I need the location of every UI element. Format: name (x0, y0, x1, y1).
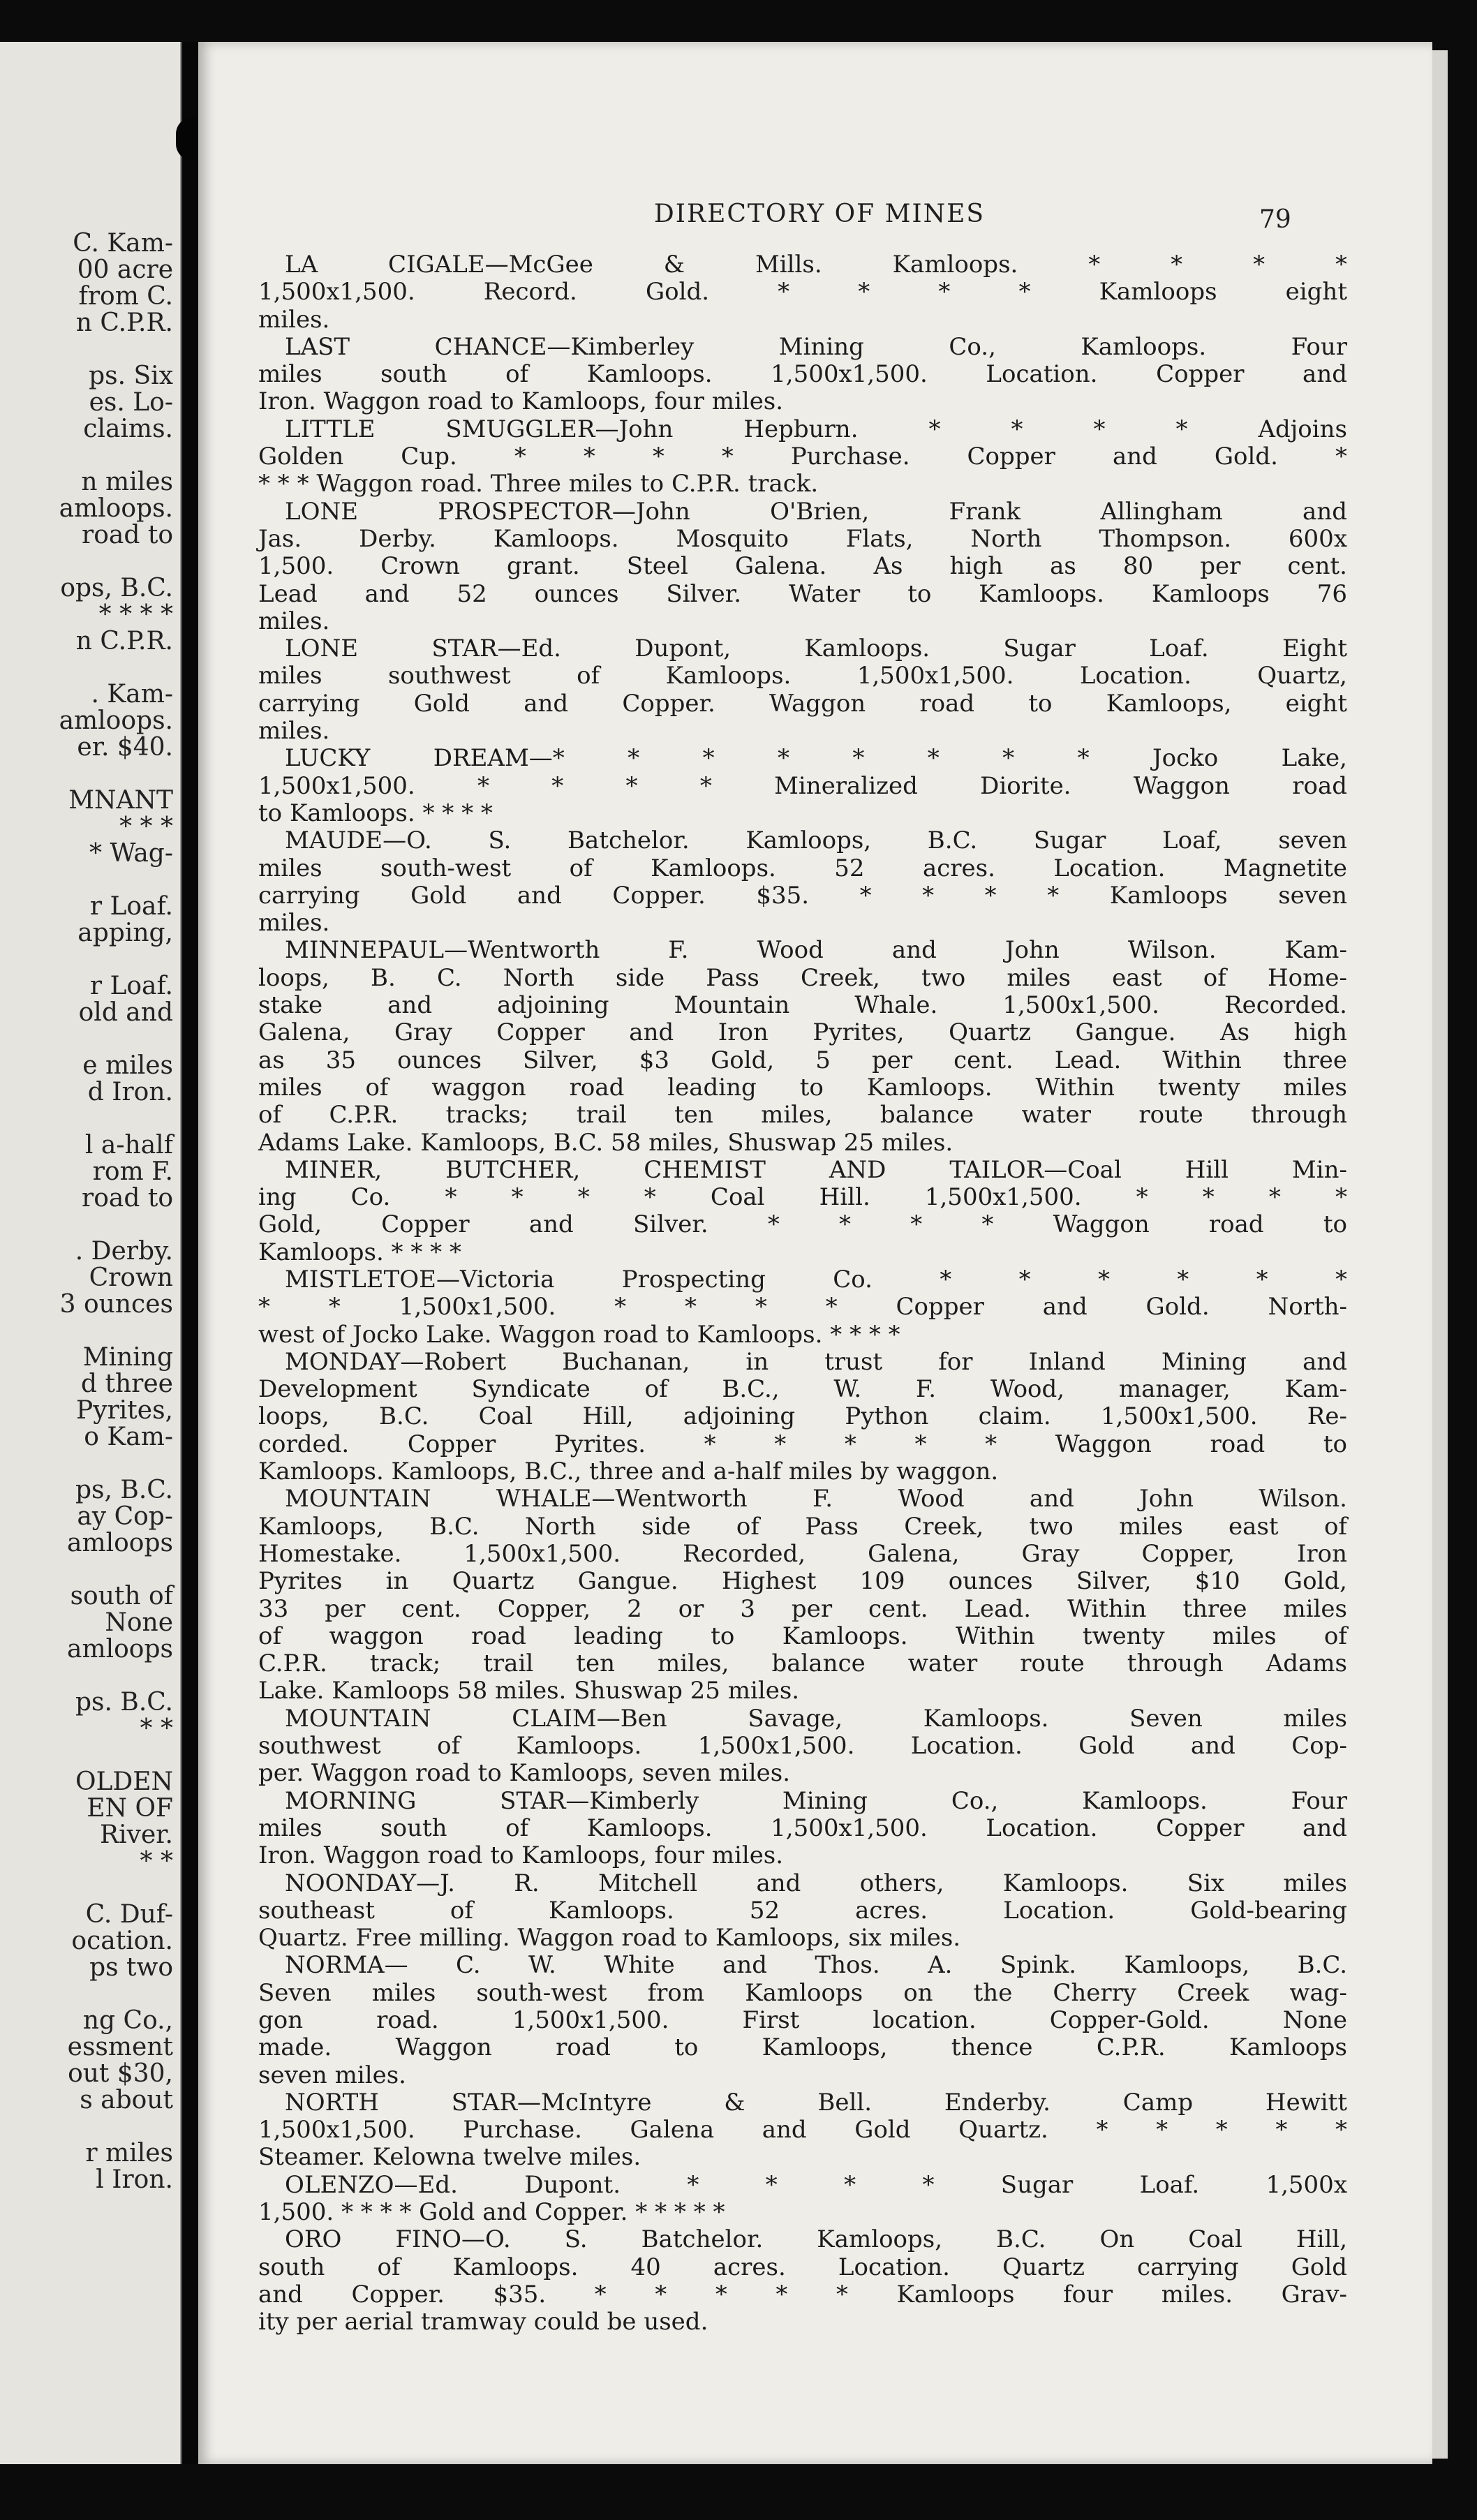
facing-page-line: n C.P.R. (75, 627, 173, 655)
mine-entry-line: miles southwest of Kamloops. 1,500x1,500. Location. Quartz, (258, 662, 1347, 690)
running-header: DIRECTORY OF MINES (653, 200, 986, 228)
mine-entry-line: 1,500x1,500. Purchase. Galena and Gold Quartz. * * * * * (258, 2116, 1347, 2144)
mine-entry-line: loops, B.C. Coal Hill, adjoining Python claim. 1,500x1,500. Re- (258, 1402, 1347, 1431)
mine-entry-line: Golden Cup. * * * * Purchase. Copper and Gold. * (258, 443, 1347, 471)
facing-page-line: s about (80, 2086, 173, 2114)
mine-entry-line: 1,500x1,500. Record. Gold. * * * * Kamloops eight (258, 278, 1347, 306)
mine-entry-line: * * 1,500x1,500. * * * * Copper and Gold. North- (258, 1293, 1347, 1321)
facing-page-line: l a-half (84, 1131, 173, 1159)
facing-page-line: None (105, 1608, 173, 1637)
facing-page-line: amloops. (59, 494, 173, 523)
mine-entry-line: 1,500. * * * * Gold and Copper. * * * * * (258, 2198, 725, 2227)
mine-entry-line: 1,500x1,500. * * * * Mineralized Diorite. Waggon road (258, 771, 1347, 800)
facing-page-line: south of (70, 1582, 173, 1610)
mine-entry (258, 1266, 1347, 1349)
mine-entry (258, 1952, 1347, 2089)
book-spine (183, 42, 198, 2464)
mine-entry-line: Pyrites in Quartz Gangue. Highest 109 ounces Silver, $10 Gold, (258, 1567, 1347, 1596)
mine-entry-line: miles south-west of Kamloops. 52 acres. Location. Magnetite (258, 854, 1347, 882)
mine-entry-line: of C.P.R. tracks; trail ten miles, balance water route through (258, 1101, 1347, 1129)
facing-page-line: ops, B.C. (60, 574, 173, 602)
facing-page-line: Mining (82, 1343, 173, 1372)
facing-page-line: * Wag- (89, 839, 173, 868)
mine-entry (258, 2172, 1347, 2227)
facing-page-line: r Loaf. (89, 892, 173, 921)
mine-entry-heading: NORMA— C. W. White and Thos. A. Spink. Kamloops, B.C. (285, 1951, 1347, 1980)
mine-entry-heading: MAUDE—O. S. Batchelor. Kamloops, B.C. Sugar Loaf, seven (285, 827, 1347, 855)
facing-page-line: amloops. (59, 706, 173, 735)
mine-entry-line: carrying Gold and Copper. $35. * * * * Kamloops seven (258, 881, 1347, 910)
facing-page-line: claims. (83, 415, 173, 443)
mine-entry-line: C.P.R. track; trail ten miles, balance water route through Adams (258, 1650, 1347, 1678)
mine-entry-heading: MOUNTAIN CLAIM—Ben Savage, Kamloops. Seven miles (285, 1704, 1347, 1733)
mine-entry-line: seven miles. (258, 2061, 406, 2089)
mine-entry-line: 33 per cent. Copper, 2 or 3 per cent. Lead. Within three miles (258, 1594, 1347, 1623)
mine-entry-line: Kamloops. * * * * (258, 1238, 461, 1266)
facing-page-line: MNANT (68, 786, 173, 815)
facing-page-line: ng Co., (82, 2006, 173, 2035)
mine-entry-line: Jas. Derby. Kamloops. Mosquito Flats, North Thompson. 600x (258, 524, 1347, 553)
mine-entry-line: Lake. Kamloops 58 miles. Shuswap 25 miles. (258, 1677, 800, 1705)
facing-page-line: road to (82, 521, 173, 549)
mine-entry-heading: LA CIGALE—McGee & Mills. Kamloops. * * * * (285, 251, 1347, 279)
mine-entry-heading: MONDAY—Robert Buchanan, in trust for Inland Mining and (285, 1347, 1347, 1376)
mine-entry-line: west of Jocko Lake. Waggon road to Kamloops. * * * * (258, 1320, 900, 1349)
mine-entry-line: corded. Copper Pyrites. * * * * * Waggon road to (258, 1430, 1347, 1458)
mine-entry-line: per. Waggon road to Kamloops, seven miles. (258, 1759, 791, 1788)
mine-entry-line: miles. (258, 717, 330, 746)
mine-entry (258, 745, 1347, 827)
facing-page-line: * * (140, 1714, 173, 1743)
facing-page-line: n miles (81, 468, 173, 496)
facing-page-line: ps. B.C. (75, 1688, 173, 1717)
facing-page-line: ocation. (71, 1927, 173, 1955)
mine-entry-heading: LONE STAR—Ed. Dupont, Kamloops. Sugar Loaf. Eight (285, 635, 1347, 663)
mine-entry-line: and Copper. $35. * * * * * Kamloops four miles. Grav- (258, 2280, 1347, 2308)
facing-page-line: n C.P.R. (75, 309, 173, 337)
page-edge (1432, 50, 1448, 2459)
facing-page-line: essment (67, 2033, 173, 2061)
mine-entry-line: to Kamloops. * * * * (258, 799, 493, 827)
mine-entry (258, 498, 1347, 635)
facing-page-line: e miles (82, 1051, 173, 1080)
mine-entry (258, 1705, 1347, 1788)
mine-entry (258, 635, 1347, 745)
mine-entry-line: Galena, Gray Copper and Iron Pyrites, Quartz Gangue. As high (258, 1018, 1347, 1047)
facing-page-line: d Iron. (87, 1078, 173, 1106)
facing-page-line: road to (82, 1184, 173, 1213)
mine-entry-line: ing Co. * * * * Coal Hill. 1,500x1,500. * * * * (258, 1183, 1347, 1212)
facing-page-line: ps, B.C. (75, 1476, 173, 1504)
mine-entry-heading: MOUNTAIN WHALE—Wentworth F. Wood and John Wilson. (285, 1485, 1347, 1513)
facing-page-line: old and (78, 998, 173, 1027)
facing-page-line: * * * (119, 813, 173, 841)
mine-entry-line: Steamer. Kelowna twelve miles. (258, 2143, 641, 2172)
mine-entry-heading: MORNING STAR—Kimberly Mining Co., Kamloops. Four (285, 1786, 1347, 1815)
facing-page-line: C. Kam- (73, 229, 173, 258)
mine-entry (258, 1349, 1347, 1485)
directory-page (198, 42, 1432, 2464)
mine-entry (258, 251, 1347, 334)
facing-page-line: OLDEN (75, 1767, 173, 1796)
mine-entry (258, 1157, 1347, 1266)
facing-page-line: . Derby. (75, 1237, 173, 1266)
mine-entry (258, 2226, 1347, 2336)
mine-entry-heading: ORO FINO—O. S. Batchelor. Kamloops, B.C. On Coal Hill, (285, 2225, 1347, 2254)
mine-entry-line: 1,500. Crown grant. Steel Galena. As high as 80 per cent. (258, 552, 1347, 581)
facing-page-line: River. (100, 1821, 173, 1849)
mine-entry-line: Adams Lake. Kamloops, B.C. 58 miles, Shuswap 25 miles. (258, 1128, 953, 1157)
mine-entry-heading: OLENZO—Ed. Dupont. * * * * Sugar Loaf. 1,500x (285, 2170, 1347, 2199)
mine-entry-line: * * * Waggon road. Three miles to C.P.R. track. (258, 470, 819, 498)
mine-entry-line: miles south of Kamloops. 1,500x1,500. Location. Copper and (258, 360, 1347, 389)
mine-entry-line: Development Syndicate of B.C., W. F. Wood, manager, Kam- (258, 1375, 1347, 1404)
facing-page (0, 42, 181, 2464)
facing-page-line: o Kam- (84, 1423, 173, 1451)
mine-entry-line: Lead and 52 ounces Silver. Water to Kamloops. Kamloops 76 (258, 579, 1347, 608)
facing-page-line: Crown (89, 1263, 173, 1292)
facing-page-line: es. Lo- (89, 388, 173, 417)
mine-entry-line: of waggon road leading to Kamloops. Within twenty miles of (258, 1622, 1347, 1650)
mine-entry-line: stake and adjoining Mountain Whale. 1,500x1,500. Recorded. (258, 991, 1347, 1020)
mine-entry-line: miles. (258, 305, 330, 334)
facing-page-line: ps two (89, 1953, 173, 1982)
mine-entry (258, 416, 1347, 498)
facing-page-line: from C. (78, 282, 173, 311)
page-number: 79 (1259, 205, 1291, 234)
facing-page-line: d three (81, 1370, 173, 1398)
mine-entry-heading: LONE PROSPECTOR—John O'Brien, Frank Allingham and (285, 497, 1347, 526)
mine-entry-line: miles. (258, 607, 330, 635)
mine-entry-line: Seven miles south-west from Kamloops on the Cherry Creek wag- (258, 1978, 1347, 2007)
mine-entry-heading: LAST CHANCE—Kimberley Mining Co., Kamloops. Four (285, 332, 1347, 361)
facing-page-line: * * (140, 1847, 173, 1876)
facing-page-line: er. $40. (77, 733, 173, 762)
facing-page-line: out $30, (68, 2059, 173, 2088)
mine-entry-line: Kamloops, B.C. North side of Pass Creek, two miles east of (258, 1512, 1347, 1541)
mine-entry-heading: MISTLETOE—Victoria Prospecting Co. * * * * * * (285, 1265, 1347, 1294)
mine-entry-line: as 35 ounces Silver, $3 Gold, 5 per cent. Lead. Within three (258, 1046, 1347, 1074)
mine-entry-line: southeast of Kamloops. 52 acres. Location. Gold-bearing (258, 1896, 1347, 1925)
mine-entry (258, 827, 1347, 937)
mine-entry-line: Homestake. 1,500x1,500. Recorded, Galena, Gray Copper, Iron (258, 1539, 1347, 1568)
mine-entry (258, 1485, 1347, 1705)
facing-page-line: amloops (67, 1635, 173, 1663)
mine-entry-line: Iron. Waggon road to Kamloops, four miles. (258, 1841, 784, 1870)
mine-entry-heading: LUCKY DREAM—* * * * * * * * Jocko Lake, (285, 744, 1347, 773)
mine-entry-line: gon road. 1,500x1,500. First location. Copper-Gold. None (258, 2006, 1347, 2034)
mine-entry (258, 1870, 1347, 1952)
facing-page-line: 00 acre (77, 255, 173, 284)
mine-entry-line: miles. (258, 909, 330, 937)
facing-page-line: apping, (77, 919, 173, 947)
mine-entry-heading: MINER, BUTCHER, CHEMIST AND TAILOR—Coal Hill Min- (285, 1155, 1347, 1184)
mine-entry-line: Iron. Waggon road to Kamloops, four miles. (258, 387, 784, 416)
mine-entry-line: loops, B. C. North side Pass Creek, two miles east of Home- (258, 963, 1347, 992)
facing-page-line: r miles (85, 2139, 173, 2167)
facing-page-line: Pyrites, (76, 1396, 173, 1425)
mine-entry (258, 1788, 1347, 1870)
mine-entry-heading: LITTLE SMUGGLER—John Hepburn. * * * * Adjoins (285, 415, 1347, 443)
facing-page-line: EN OF (87, 1794, 173, 1823)
mine-entry-line: miles of waggon road leading to Kamloops. Within twenty miles (258, 1073, 1347, 1102)
facing-page-line: C. Duf- (85, 1900, 173, 1929)
mine-entry-line: miles south of Kamloops. 1,500x1,500. Location. Copper and (258, 1814, 1347, 1842)
mine-entry-line: southwest of Kamloops. 1,500x1,500. Location. Gold and Cop- (258, 1732, 1347, 1761)
facing-page-line: l Iron. (96, 2165, 173, 2194)
mine-entry (258, 334, 1347, 416)
mine-entry (258, 937, 1347, 1156)
facing-page-line: r Loaf. (89, 972, 173, 1000)
mine-entries (258, 251, 1347, 2336)
facing-page-line: rom F. (92, 1157, 173, 1186)
mine-entry-line: Gold, Copper and Silver. * * * * Waggon road to (258, 1210, 1347, 1239)
facing-page-line: . Kam- (91, 680, 173, 709)
facing-page-line: 3 ounces (59, 1290, 173, 1319)
facing-page-line: ay Cop- (77, 1502, 173, 1531)
facing-page-line: amloops (67, 1529, 173, 1557)
mine-entry-line: Quartz. Free milling. Waggon road to Kamloops, six miles. (258, 1924, 961, 1952)
mine-entry-heading: NOONDAY—J. R. Mitchell and others, Kamloops. Six miles (285, 1869, 1347, 1897)
mine-entry-heading: MINNEPAUL—Wentworth F. Wood and John Wilson. Kam- (285, 936, 1347, 965)
mine-entry-line: made. Waggon road to Kamloops, thence C.P.R. Kamloops (258, 2033, 1347, 2062)
mine-entry-heading: NORTH STAR—McIntyre & Bell. Enderby. Camp Hewitt (285, 2088, 1347, 2117)
mine-entry-line: south of Kamloops. 40 acres. Location. Quartz carrying Gold (258, 2253, 1347, 2281)
mine-entry-line: Kamloops. Kamloops, B.C., three and a-half miles by waggon. (258, 1458, 999, 1486)
mine-entry-line: carrying Gold and Copper. Waggon road to Kamloops, eight (258, 689, 1347, 718)
mine-entry (258, 2089, 1347, 2172)
facing-page-line: ps. Six (89, 362, 173, 390)
mine-entry-line: ity per aerial tramway could be used. (258, 2308, 708, 2336)
facing-page-line: * * * * (98, 600, 173, 629)
